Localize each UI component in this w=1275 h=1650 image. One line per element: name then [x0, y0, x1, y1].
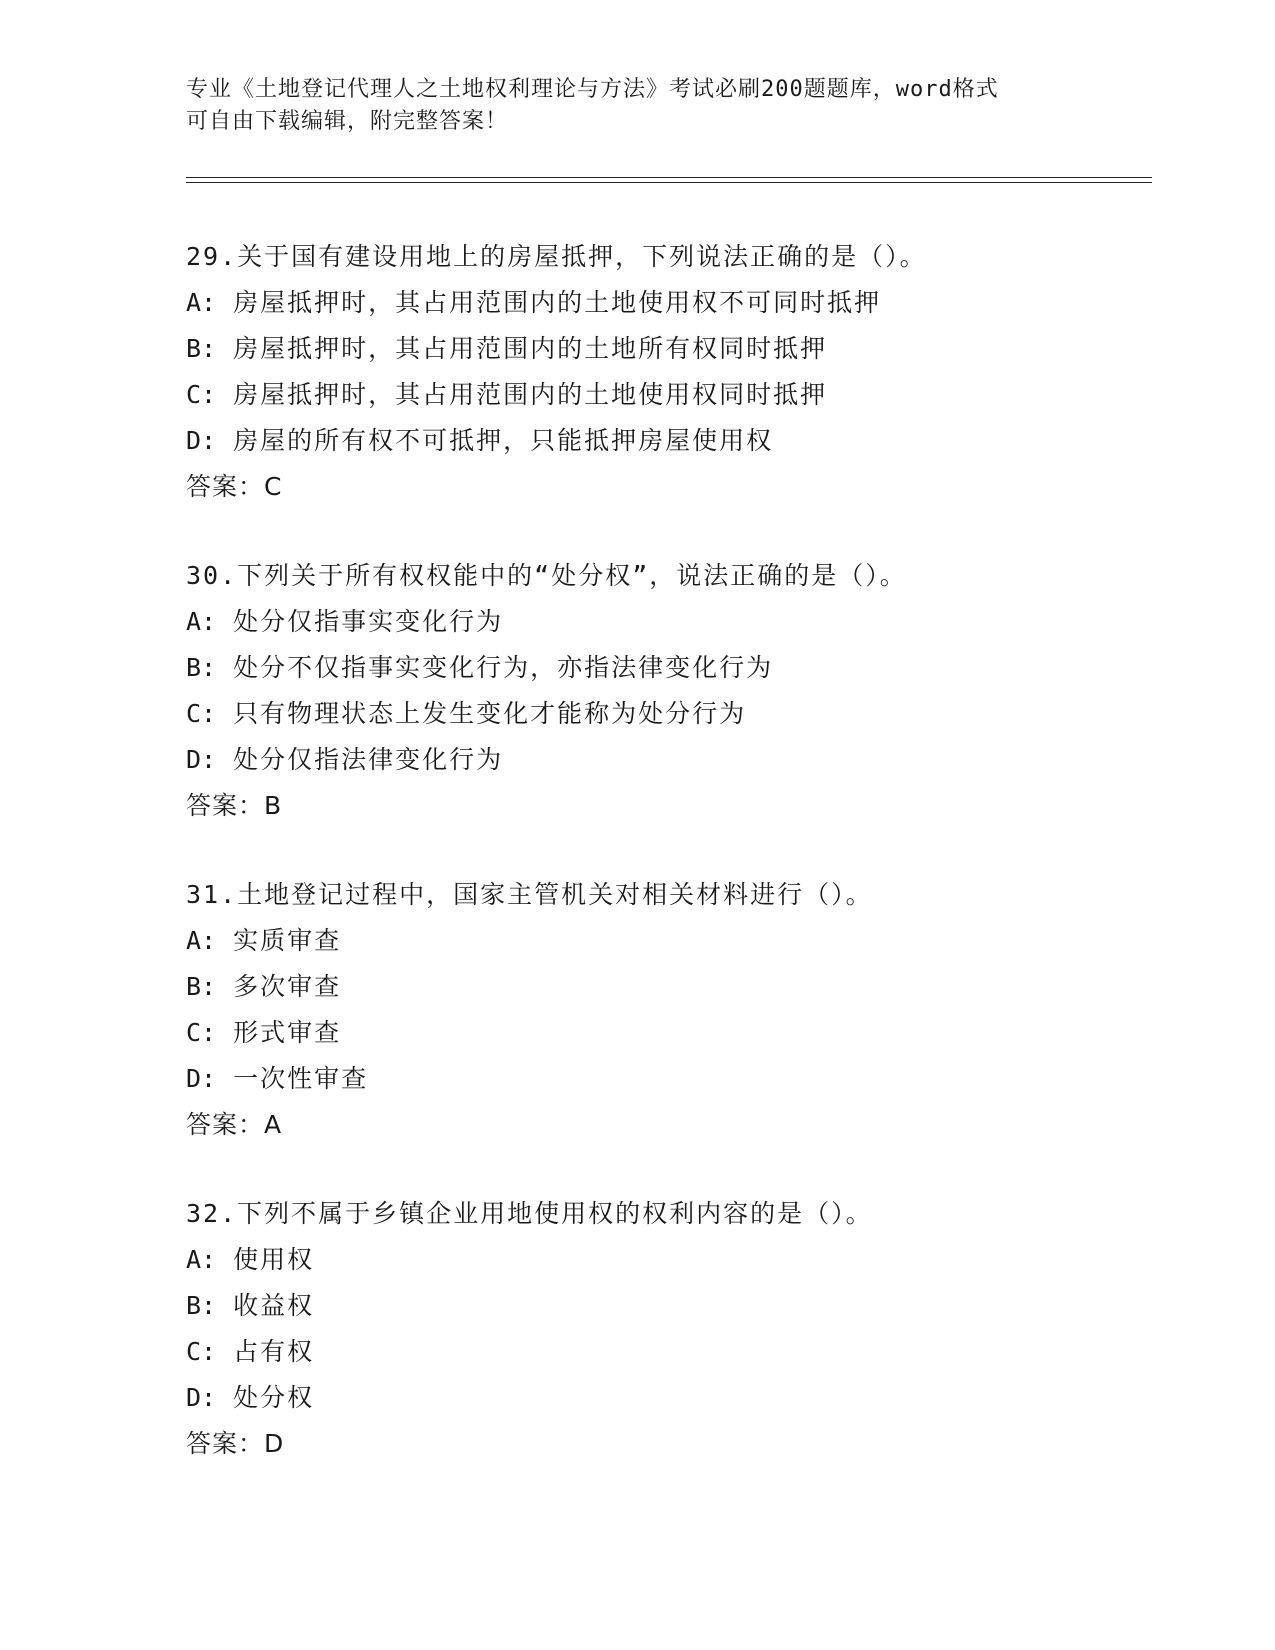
option-c	[186, 1329, 1146, 1375]
question-stem: 30.下列关于所有权权能中的“处分权”，说法正确的是（）。	[186, 561, 907, 590]
option-label: A:	[186, 1245, 217, 1274]
option-a	[186, 918, 1146, 964]
option-text: 房屋抵押时，其占用范围内的土地所有权同时抵押	[233, 334, 828, 363]
question-stem: 29.关于国有建设用地上的房屋抵押，下列说法正确的是（）。	[186, 242, 927, 271]
question-31	[186, 872, 1146, 1148]
option-a	[186, 1237, 1146, 1283]
option-b	[186, 645, 1146, 691]
option-label: C:	[186, 1337, 217, 1366]
option-label: A:	[186, 288, 217, 317]
option-text: 处分仅指事实变化行为	[233, 607, 504, 636]
option-text: 占有权	[233, 1337, 315, 1366]
option-d	[186, 418, 1146, 464]
option-b	[186, 1283, 1146, 1329]
option-text: 房屋抵押时，其占用范围内的土地使用权同时抵押	[233, 380, 828, 409]
header-line-1: 专业《土地登记代理人之土地权利理论与方法》考试必刷200题题库，word格式	[186, 77, 999, 102]
option-text: 房屋抵押时，其占用范围内的土地使用权不可同时抵押	[233, 288, 882, 317]
option-text: 形式审查	[233, 1018, 342, 1047]
option-text: 处分仅指法律变化行为	[233, 745, 504, 774]
question-32	[186, 1191, 1146, 1467]
option-text: 实质审查	[233, 926, 342, 955]
answer-line: 答案：B	[186, 791, 283, 820]
option-a	[186, 280, 1146, 326]
answer-line: 答案：A	[186, 1110, 283, 1139]
option-label: C:	[186, 699, 217, 728]
option-label: B:	[186, 1291, 217, 1320]
option-d	[186, 737, 1146, 783]
option-label: D:	[186, 1383, 217, 1412]
question-29	[186, 234, 1146, 510]
header-line-2: 可自由下载编辑，附完整答案！	[186, 109, 509, 134]
option-label: B:	[186, 653, 217, 682]
option-b	[186, 964, 1146, 1010]
option-text: 使用权	[233, 1245, 315, 1274]
option-label: C:	[186, 380, 217, 409]
option-label: D:	[186, 1064, 217, 1093]
option-label: B:	[186, 972, 217, 1001]
question-stem: 31.土地登记过程中，国家主管机关对相关材料进行（）。	[186, 880, 873, 909]
option-label: A:	[186, 926, 217, 955]
option-label: C:	[186, 1018, 217, 1047]
option-label: D:	[186, 745, 217, 774]
answer-line: 答案：C	[186, 472, 283, 501]
option-text: 处分权	[233, 1383, 315, 1412]
document-header	[186, 74, 1086, 138]
header-divider-bottom	[186, 182, 1152, 183]
option-d	[186, 1056, 1146, 1102]
option-label: D:	[186, 426, 217, 455]
option-text: 处分不仅指事实变化行为，亦指法律变化行为	[233, 653, 774, 682]
question-30	[186, 553, 1146, 829]
option-c	[186, 372, 1146, 418]
option-text: 房屋的所有权不可抵押，只能抵押房屋使用权	[233, 426, 774, 455]
option-text: 只有物理状态上发生变化才能称为处分行为	[233, 699, 747, 728]
option-text: 收益权	[233, 1291, 315, 1320]
option-text: 一次性审查	[233, 1064, 369, 1093]
answer-line: 答案：D	[186, 1429, 285, 1458]
option-c	[186, 691, 1146, 737]
option-label: A:	[186, 607, 217, 636]
option-b	[186, 326, 1146, 372]
option-label: B:	[186, 334, 217, 363]
option-c	[186, 1010, 1146, 1056]
question-stem: 32.下列不属于乡镇企业用地使用权的权利内容的是（）。	[186, 1199, 873, 1228]
option-d	[186, 1375, 1146, 1421]
header-divider-top	[186, 177, 1152, 178]
option-text: 多次审查	[233, 972, 342, 1001]
option-a	[186, 599, 1146, 645]
